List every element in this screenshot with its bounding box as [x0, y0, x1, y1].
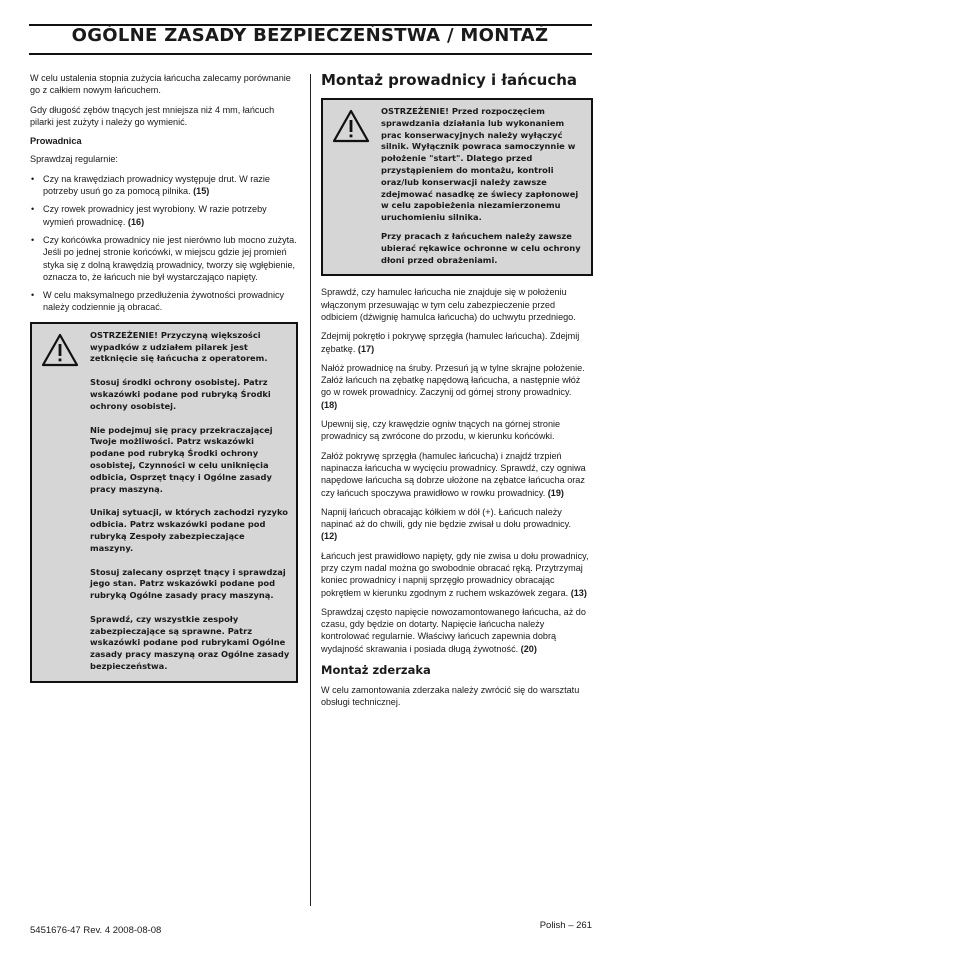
figure-ref: (17): [357, 343, 375, 354]
list-item: • Czy na krawędziach prowadnicy występuje drut. W razie potrzeby usuń go za pomocą pilnika. (15): [30, 173, 298, 198]
column-divider: [310, 74, 311, 906]
warning-text: Unikaj sytuacji, w których zachodzi ryzyko odbicia. Patrz wskazówki podane pod rubryką Zespoły zabezpieczające maszyny.: [90, 507, 288, 553]
figure-ref: (20): [520, 643, 537, 654]
subsection-title: Montaż zderzaka: [321, 663, 431, 678]
list-item: • W celu maksymalnego przedłużenia żywotności prowadnicy należy codziennie ją obracać.: [30, 289, 298, 314]
intro-paragraph: W celu ustalenia stopnia zużycia łańcucha zalecamy porównanie go z całkiem nowym łańcuchem.: [30, 73, 291, 96]
list-item: • Czy końcówka prowadnicy nie jest nierówno lub mocno zużyta. Jeśli po jednej stronie końcówki, w miejscu gdzie jej promień styka się z dolną krawędzią prowadnicy, tworzy się wgłębienie, oznacza to, że łańcuch nie był wystarczająco napięty.: [30, 234, 298, 283]
body-paragraph: Łańcuch jest prawidłowo napięty, gdy nie zwisa u dołu prowadnicy, przy czym nadal można go swobodnie obracać ręką. Przytrzymaj koniec prowadnicy i napnij sprzęgło prowadnicy obracając pokrętłem w kierunku zgodnym z ruchem wskazówek zegara. (13): [321, 550, 589, 598]
warning-text: OSTRZEŻENIE! Przed rozpoczęciem sprawdzania działania lub wykonaniem prac konserwacyjnych należy wyłączyć silnik. Wyłącznik powraca samoczynnie w położenie "start". Dlatego przed przystąpieniem do montażu, kontroli oraz/lub konserwacji należy zawsze zdejmować nasadkę ze świecy zapłonowej w celu zapobieżenia niezamierzonemu uruchomieniu silnika.: [381, 106, 579, 223]
warning-triangle-icon: [331, 108, 371, 144]
figure-ref: (19): [547, 487, 564, 498]
figure-ref: (12): [321, 531, 338, 542]
subsection-text: W celu zamontowania zderzaka należy zwrócić się do warsztatu obsługi technicznej.: [321, 685, 580, 708]
intro-paragraph: Gdy długość zębów tnących jest mniejsza niż 4 mm, łańcuch pilarki jest zużyty i należy go wymienić.: [30, 104, 275, 127]
warning-triangle-icon: [40, 332, 80, 368]
page-title: OGÓLNE ZASADY BEZPIECZEŃSTWA / MONTAŻ: [71, 25, 549, 46]
right-column: [321, 70, 589, 716]
body-paragraph: Sprawdź, czy hamulec łańcucha nie znajduje się w położeniu włączonym przesuwając w tym celu zabezpieczenie przed odbiciem (dźwignię hamulca łańcucha) do uchwytu przedniego.: [321, 287, 576, 322]
inspection-list: [30, 173, 298, 314]
figure-ref: (18): [321, 399, 338, 410]
warning-text: Sprawdź, czy wszystkie zespoły zabezpieczające są sprawne. Patrz wskazówki podane pod rubrykami Ogólne zasady pracy maszyną oraz Ogólne zasady bezpieczeństwa.: [90, 613, 290, 672]
body-paragraph: Upewnij się, czy krawędzie ogniw tnących na górnej stronie prowadnicy są zwrócone do przodu, w kierunku końcówki.: [321, 419, 561, 442]
figure-ref: (13): [570, 587, 587, 598]
warning-text: Nie podejmuj się pracy przekraczającej Twoje możliwości. Patrz wskazówki podane pod rubryką Środki ochrony osobistej, Czynności w celu uniknięcia odbicia, Osprzęt tnący i Ogólne zasady pracy maszyną.: [90, 424, 273, 494]
warning-text: OSTRZEŻENIE! Przyczyną większości wypadków z udziałem pilarek jest zetknięcie się łańcucha z operatorem.: [90, 329, 268, 364]
warning-text: Stosuj środki ochrony osobistej. Patrz wskazówki podane pod rubryką Środki ochrony osobistej.: [90, 377, 271, 411]
figure-ref: (15): [193, 186, 210, 197]
warning-text: Przy pracach z łańcuchem należy zawsze ubierać rękawice ochronne w celu ochrony dłoni przed obrażeniami.: [381, 230, 581, 265]
check-text: Sprawdzaj regularnie:: [30, 154, 118, 165]
document-id: 5451676-47 Rev. 4 2008-08-08: [30, 925, 162, 936]
title-underline: [29, 53, 592, 55]
figure-ref: (16): [127, 216, 145, 227]
body-paragraph: Sprawdzaj często napięcie nowozamontowanego łańcucha, aż do czasu, gdy będzie on dotarty. Napięcie łańcucha należy kontrolować regularnie. Właściwy łańcuch zapewnia dobrą wydajność skrawania i posiada długą żywotność. (20): [321, 606, 586, 654]
body-paragraph: Napnij łańcuch obracając kółkiem w dół (+). Łańcuch należy napinać aż do chwili, gdy nie będzie zwisał u dołu prowadnicy. (12): [321, 506, 572, 542]
body-paragraph: Załóż pokrywę sprzęgła (hamulec łańcucha) i znajdź trzpień napinacza łańcucha w wycięciu prowadnicy. Sprawdź, czy ogniwa napędowe łańcucha są dobrze ułożone na zębatce łańcucha oraz czy łańcuch spoczywa prawidłowo w rowku prowadnicy. (19): [321, 450, 586, 498]
subheading-prowadnica: Prowadnica: [30, 136, 82, 147]
list-item: • Czy rowek prowadnicy jest wyrobiony. W razie potrzeby wymień prowadnicę. (16): [30, 203, 298, 228]
warning-box-kickback: [30, 322, 298, 683]
body-paragraph: Nałóż prowadnicę na śruby. Przesuń ją w tylne skrajne położenie. Załóż łańcuch na zębatkę napędową łańcucha, a następnie włóż go w rowek prowadnicy. Zaczynij od górnej strony prowadnicy. (18): [321, 362, 585, 410]
warning-box-maintenance: [321, 98, 593, 276]
body-paragraph: Zdejmij pokrętło i pokrywę sprzęgła (hamulec łańcucha). Zdejmij zębatkę. (17): [321, 331, 580, 354]
section-title: Montaż prowadnicy i łańcucha: [321, 71, 578, 89]
page-number: Polish – 261: [539, 920, 592, 931]
left-column: [30, 72, 298, 683]
warning-text: Stosuj zalecany osprzęt tnący i sprawdzaj jego stan. Patrz wskazówki podane pod rubryką Ogólne zasady pracy maszyną.: [90, 566, 286, 601]
